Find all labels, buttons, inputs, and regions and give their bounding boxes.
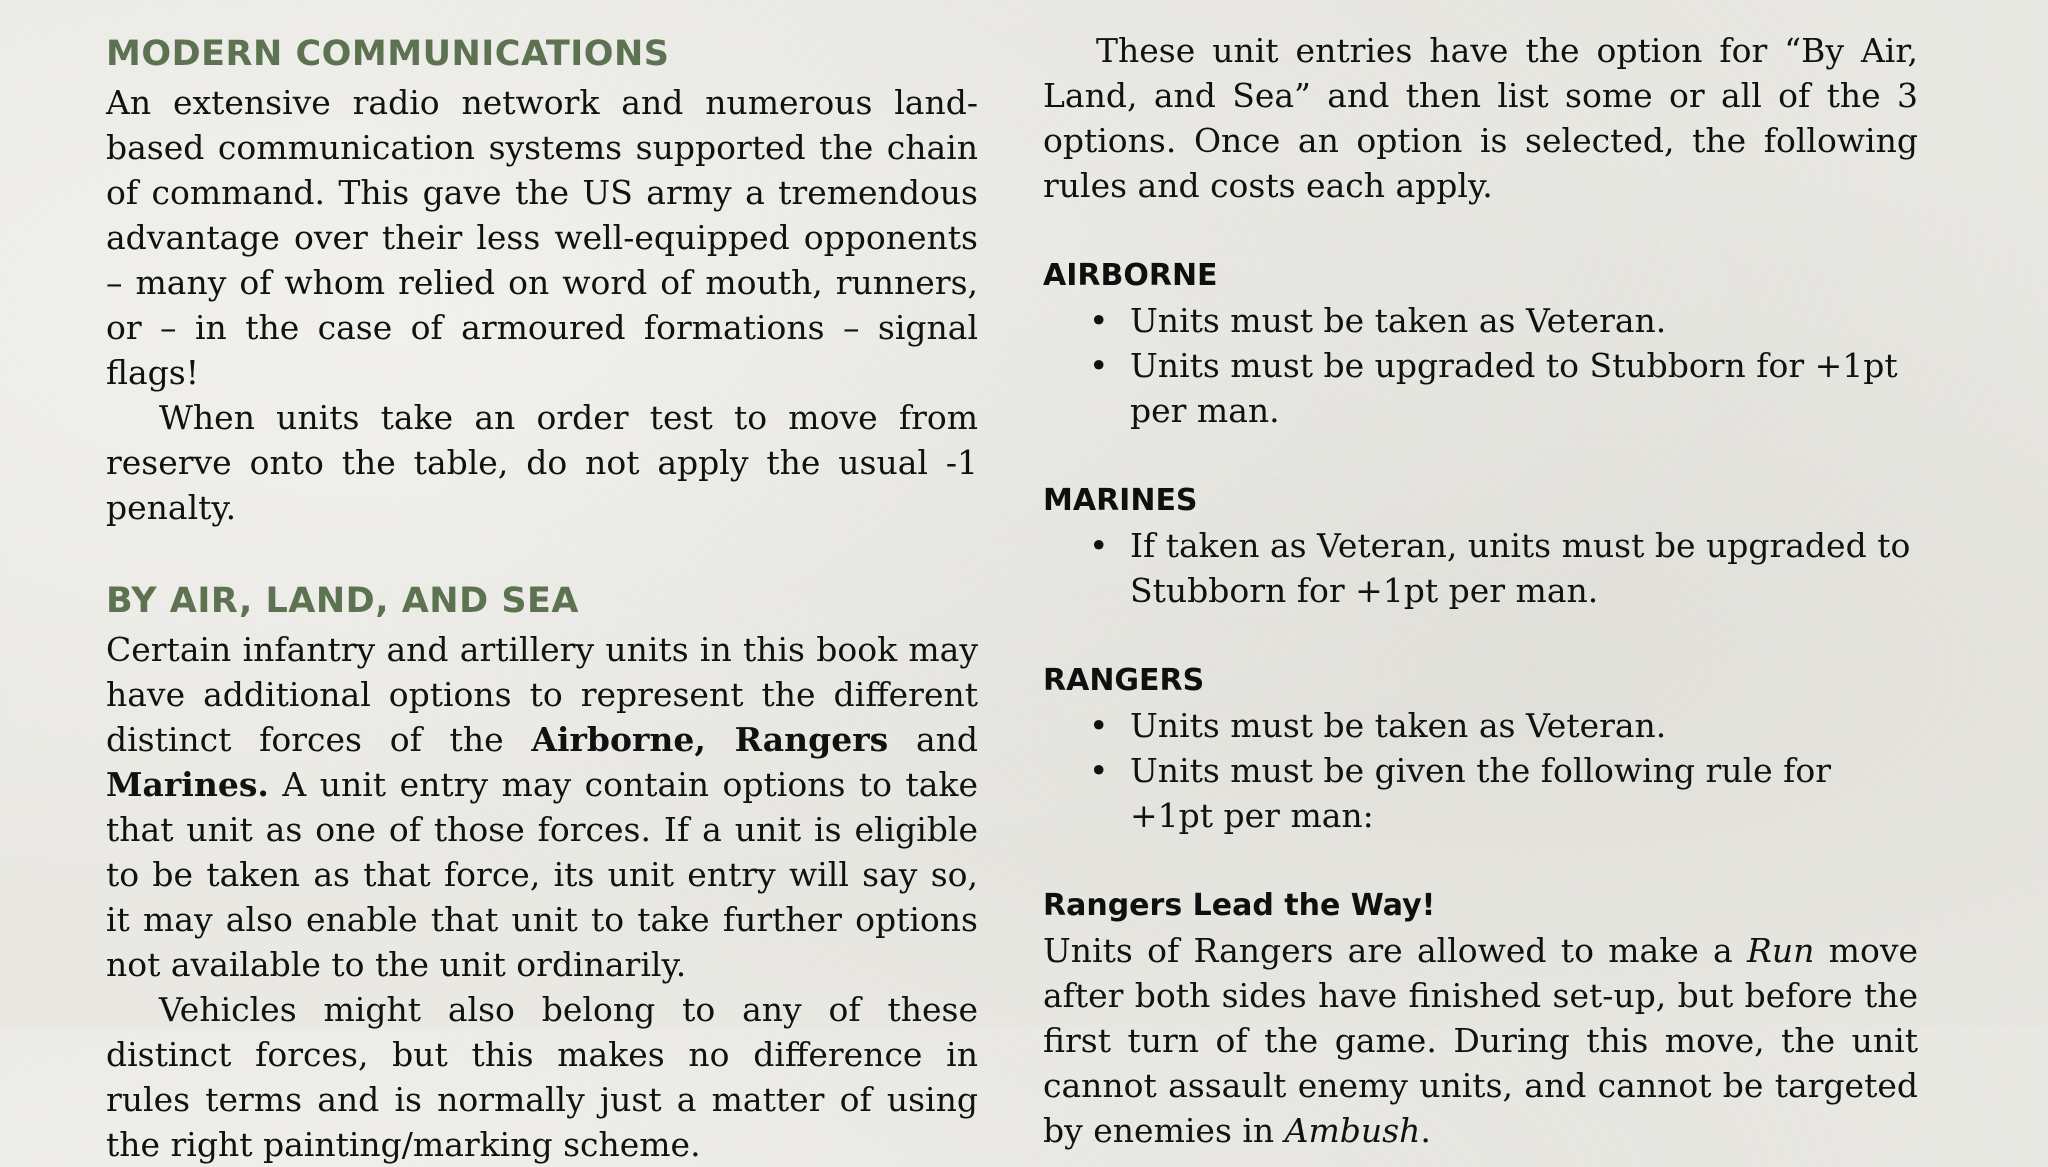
- heading-marines: MARINES: [1043, 483, 1198, 518]
- rangers-rules-list: [1043, 703, 1918, 838]
- heading-rangers-lead-the-way: Rangers Lead the Way!: [1043, 888, 1436, 923]
- airborne-rules-list: [1043, 298, 1918, 433]
- bullet-icon: •: [1089, 706, 1109, 745]
- heading-modern-communications: MODERN COMMUNICATIONS: [106, 34, 670, 74]
- paragraph-modern-communications: An extensive radio network and numerous land-based communication systems supported the chain of command. This gave the US army a tremendous advantage over their less well-equipped opponents – many of whom relied on word of mouth, runners, or – in the case of armoured formations – signal flags!: [106, 83, 978, 392]
- bullet-icon: •: [1089, 301, 1109, 340]
- spacer: [106, 530, 978, 575]
- marines-rules-list: [1043, 523, 1918, 613]
- heading-rangers: RANGERS: [1043, 663, 1205, 698]
- paragraph-unit-entries-intro: These unit entries have the option for “By Air, Land, and Sea” and then list some or all of the 3 options. Once an option is selected, the following rules and costs each apply.: [1043, 31, 1918, 205]
- list-item: [1043, 703, 1918, 748]
- list-item-text: If taken as Veteran, units must be upgraded to Stubborn for +1pt per man.: [1130, 526, 1911, 610]
- spacer: [1043, 613, 1918, 658]
- paragraph-text: move after both sides have finished set-up, but before the first turn of the game. During this move, the unit cannot assault enemy units, and cannot be targeted by enemies in: [1043, 931, 1918, 1150]
- bullet-icon: •: [1089, 526, 1109, 565]
- paragraph-text: Units of Rangers are allowed to make a: [1043, 931, 1747, 970]
- bold-airborne-rangers: Airborne, Rangers: [531, 720, 889, 759]
- bullet-icon: •: [1089, 751, 1109, 790]
- list-item: [1043, 298, 1918, 343]
- list-item: [1043, 748, 1918, 838]
- paragraph-text: and: [888, 720, 978, 759]
- bullet-icon: •: [1089, 346, 1109, 385]
- left-column: [106, 28, 978, 1167]
- list-item-text: Units must be taken as Veteran.: [1130, 706, 1667, 745]
- heading-by-air-land-sea: BY AIR, LAND, AND SEA: [106, 581, 580, 621]
- paragraph-rangers-rule: [1043, 928, 1918, 1153]
- list-item-text: Units must be given the following rule for +1pt per man:: [1130, 751, 1831, 835]
- spacer: [1043, 208, 1918, 253]
- paragraph-text: .: [1420, 1111, 1431, 1150]
- bold-marines: Marines.: [106, 765, 269, 804]
- list-item: [1043, 523, 1918, 613]
- italic-ambush: Ambush: [1284, 1111, 1421, 1150]
- list-item-text: Units must be taken as Veteran.: [1130, 301, 1667, 340]
- paragraph-text: A unit entry may contain options to take that unit as one of those forces. If a unit is eligible to be taken as that force, its unit entry will say so, it may also enable that unit to take further options not available to the unit ordinarily.: [106, 765, 978, 984]
- paragraph-distinct-forces: [106, 627, 978, 987]
- heading-airborne: AIRBORNE: [1043, 258, 1218, 293]
- paragraph-vehicles: Vehicles might also belong to any of these distinct forces, but this makes no difference in rules terms and is normally just a matter of using the right painting/marking scheme.: [106, 990, 978, 1164]
- spacer: [1043, 838, 1918, 883]
- list-item: [1043, 343, 1918, 433]
- spacer: [1043, 433, 1918, 478]
- paragraph-text: Certain infantry and artillery units in this book may have additional options to represent the different distinct forces of the: [106, 630, 978, 759]
- italic-run: Run: [1747, 931, 1815, 970]
- paragraph-reserve-rule: When units take an order test to move from reserve onto the table, do not apply the usual -1 penalty.: [106, 398, 978, 527]
- right-column: [1043, 28, 1918, 1153]
- list-item-text: Units must be upgraded to Stubborn for +1pt per man.: [1130, 346, 1898, 430]
